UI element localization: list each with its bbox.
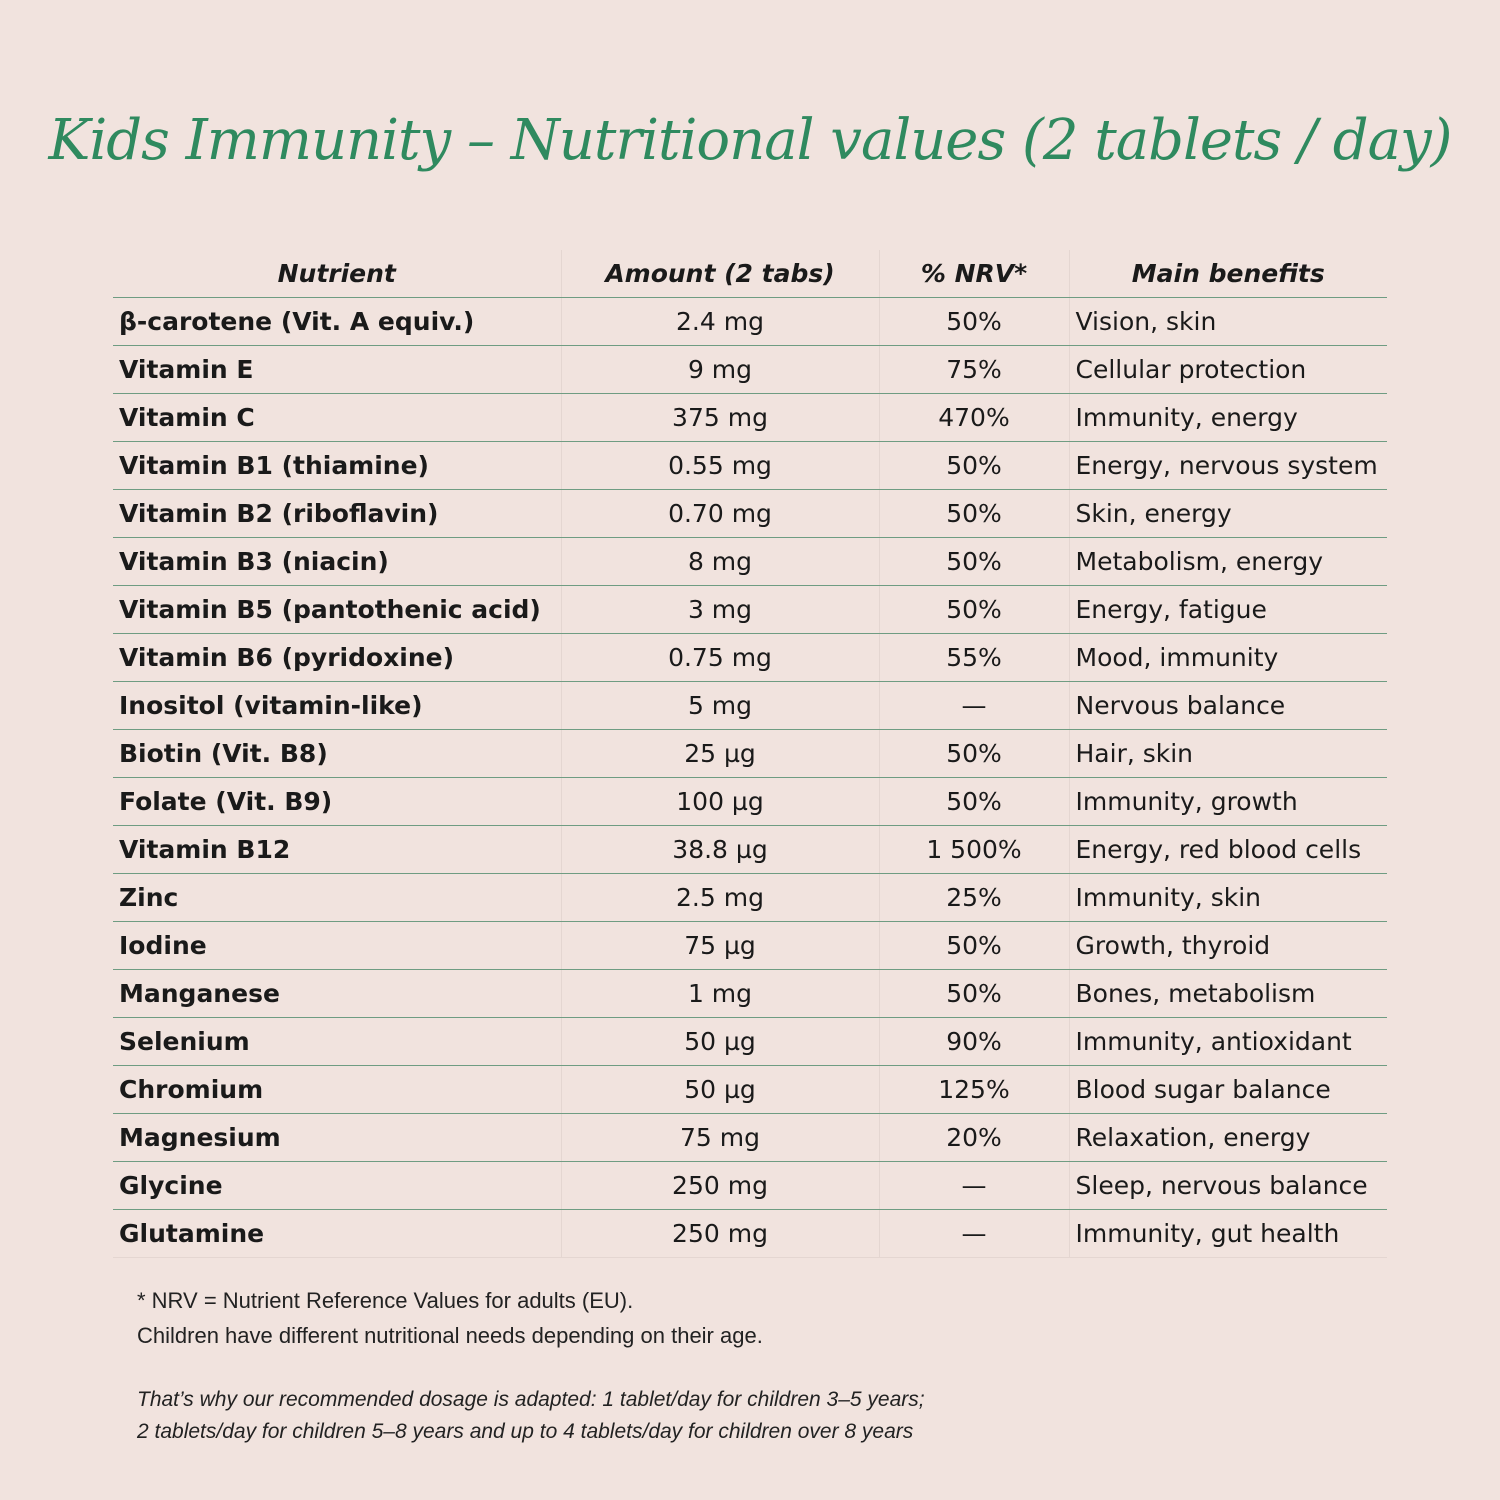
- nutrient-cell: Vitamin B5 (pantothenic acid): [113, 586, 561, 634]
- amount-cell: 25 µg: [561, 730, 879, 778]
- amount-cell: 5 mg: [561, 682, 879, 730]
- nutrient-cell: Magnesium: [113, 1114, 561, 1162]
- footnote-line-2: Children have different nutritional needs depending on their age.: [137, 1323, 763, 1348]
- table-row: [113, 490, 1387, 538]
- table-row: [113, 778, 1387, 826]
- footnote-line-1: * NRV = Nutrient Reference Values for adults (EU).: [137, 1288, 634, 1313]
- header-nrv: % NRV*: [879, 250, 1069, 298]
- amount-cell: 250 mg: [561, 1162, 879, 1210]
- nutrient-cell: Biotin (Vit. B8): [113, 730, 561, 778]
- table-row: [113, 346, 1387, 394]
- nrv-cell: —: [879, 1162, 1069, 1210]
- nutrient-cell: Vitamin E: [113, 346, 561, 394]
- benefits-cell: Energy, fatigue: [1069, 586, 1387, 634]
- nrv-cell: 90%: [879, 1018, 1069, 1066]
- nrv-cell: —: [879, 682, 1069, 730]
- amount-cell: 75 mg: [561, 1114, 879, 1162]
- nrv-cell: 55%: [879, 634, 1069, 682]
- amount-cell: 3 mg: [561, 586, 879, 634]
- table-header-row: [113, 250, 1387, 298]
- benefits-cell: Sleep, nervous balance: [1069, 1162, 1387, 1210]
- nrv-cell: 125%: [879, 1066, 1069, 1114]
- dosage-note-line-1: That’s why our recommended dosage is adapted: 1 tablet/day for children 3–5 years;: [137, 1388, 925, 1411]
- nutrient-cell: Inositol (vitamin-like): [113, 682, 561, 730]
- nutrient-cell: Selenium: [113, 1018, 561, 1066]
- benefits-cell: Immunity, antioxidant: [1069, 1018, 1387, 1066]
- amount-cell: 2.5 mg: [561, 874, 879, 922]
- dosage-note-line-2: 2 tablets/day for children 5–8 years and up to 4 tablets/day for children over 8 years: [137, 1420, 914, 1443]
- table-row: [113, 394, 1387, 442]
- amount-cell: 8 mg: [561, 538, 879, 586]
- benefits-cell: Blood sugar balance: [1069, 1066, 1387, 1114]
- page-title: Kids Immunity – Nutritional values (2 tablets / day): [48, 108, 1452, 173]
- nrv-cell: —: [879, 1210, 1069, 1258]
- nrv-cell: 50%: [879, 730, 1069, 778]
- amount-cell: 375 mg: [561, 394, 879, 442]
- header-nutrient: Nutrient: [113, 250, 561, 298]
- amount-cell: 9 mg: [561, 346, 879, 394]
- table-row: [113, 1066, 1387, 1114]
- nrv-footnote: [137, 1283, 763, 1353]
- nutrient-cell: Iodine: [113, 922, 561, 970]
- amount-cell: 75 µg: [561, 922, 879, 970]
- table-row: [113, 1210, 1387, 1258]
- nutrient-cell: Folate (Vit. B9): [113, 778, 561, 826]
- amount-cell: 2.4 mg: [561, 298, 879, 346]
- nutrient-cell: Zinc: [113, 874, 561, 922]
- nutrient-cell: Vitamin B3 (niacin): [113, 538, 561, 586]
- nrv-cell: 1 500%: [879, 826, 1069, 874]
- table-row: [113, 1162, 1387, 1210]
- nutrition-table: [113, 250, 1387, 1258]
- nutrient-cell: Vitamin B12: [113, 826, 561, 874]
- nrv-cell: 470%: [879, 394, 1069, 442]
- benefits-cell: Immunity, growth: [1069, 778, 1387, 826]
- benefits-cell: Relaxation, energy: [1069, 1114, 1387, 1162]
- nrv-cell: 50%: [879, 922, 1069, 970]
- amount-cell: 100 µg: [561, 778, 879, 826]
- table-row: [113, 970, 1387, 1018]
- nutrient-cell: β-carotene (Vit. A equiv.): [113, 298, 561, 346]
- benefits-cell: Hair, skin: [1069, 730, 1387, 778]
- table-row: [113, 730, 1387, 778]
- table-row: [113, 682, 1387, 730]
- nutrition-table-container: [113, 250, 1387, 1258]
- benefits-cell: Nervous balance: [1069, 682, 1387, 730]
- nutrient-cell: Vitamin C: [113, 394, 561, 442]
- amount-cell: 0.75 mg: [561, 634, 879, 682]
- table-row: [113, 826, 1387, 874]
- table-row: [113, 634, 1387, 682]
- nutrient-cell: Chromium: [113, 1066, 561, 1114]
- nutrient-cell: Vitamin B2 (riboflavin): [113, 490, 561, 538]
- table-row: [113, 874, 1387, 922]
- nrv-cell: 50%: [879, 538, 1069, 586]
- benefits-cell: Growth, thyroid: [1069, 922, 1387, 970]
- amount-cell: 0.70 mg: [561, 490, 879, 538]
- amount-cell: 250 mg: [561, 1210, 879, 1258]
- nrv-cell: 75%: [879, 346, 1069, 394]
- benefits-cell: Immunity, gut health: [1069, 1210, 1387, 1258]
- nrv-cell: 20%: [879, 1114, 1069, 1162]
- benefits-cell: Skin, energy: [1069, 490, 1387, 538]
- table-row: [113, 1114, 1387, 1162]
- table-body: [113, 298, 1387, 1258]
- amount-cell: 1 mg: [561, 970, 879, 1018]
- benefits-cell: Vision, skin: [1069, 298, 1387, 346]
- header-benefits: Main benefits: [1069, 250, 1387, 298]
- nutrient-cell: Manganese: [113, 970, 561, 1018]
- benefits-cell: Energy, red blood cells: [1069, 826, 1387, 874]
- nutrient-cell: Glycine: [113, 1162, 561, 1210]
- table-row: [113, 538, 1387, 586]
- table-row: [113, 442, 1387, 490]
- amount-cell: 50 µg: [561, 1018, 879, 1066]
- benefits-cell: Metabolism, energy: [1069, 538, 1387, 586]
- benefits-cell: Mood, immunity: [1069, 634, 1387, 682]
- nrv-cell: 50%: [879, 490, 1069, 538]
- amount-cell: 50 µg: [561, 1066, 879, 1114]
- benefits-cell: Immunity, energy: [1069, 394, 1387, 442]
- nutrient-cell: Vitamin B1 (thiamine): [113, 442, 561, 490]
- nrv-cell: 50%: [879, 442, 1069, 490]
- table-row: [113, 298, 1387, 346]
- dosage-note: [137, 1384, 925, 1448]
- nrv-cell: 50%: [879, 970, 1069, 1018]
- nutrient-cell: Glutamine: [113, 1210, 561, 1258]
- benefits-cell: Energy, nervous system: [1069, 442, 1387, 490]
- nutrient-cell: Vitamin B6 (pyridoxine): [113, 634, 561, 682]
- table-row: [113, 1018, 1387, 1066]
- benefits-cell: Cellular protection: [1069, 346, 1387, 394]
- header-amount: Amount (2 tabs): [561, 250, 879, 298]
- nrv-cell: 50%: [879, 778, 1069, 826]
- table-row: [113, 586, 1387, 634]
- benefits-cell: Immunity, skin: [1069, 874, 1387, 922]
- table-row: [113, 922, 1387, 970]
- amount-cell: 0.55 mg: [561, 442, 879, 490]
- nrv-cell: 50%: [879, 586, 1069, 634]
- amount-cell: 38.8 µg: [561, 826, 879, 874]
- nrv-cell: 25%: [879, 874, 1069, 922]
- benefits-cell: Bones, metabolism: [1069, 970, 1387, 1018]
- nrv-cell: 50%: [879, 298, 1069, 346]
